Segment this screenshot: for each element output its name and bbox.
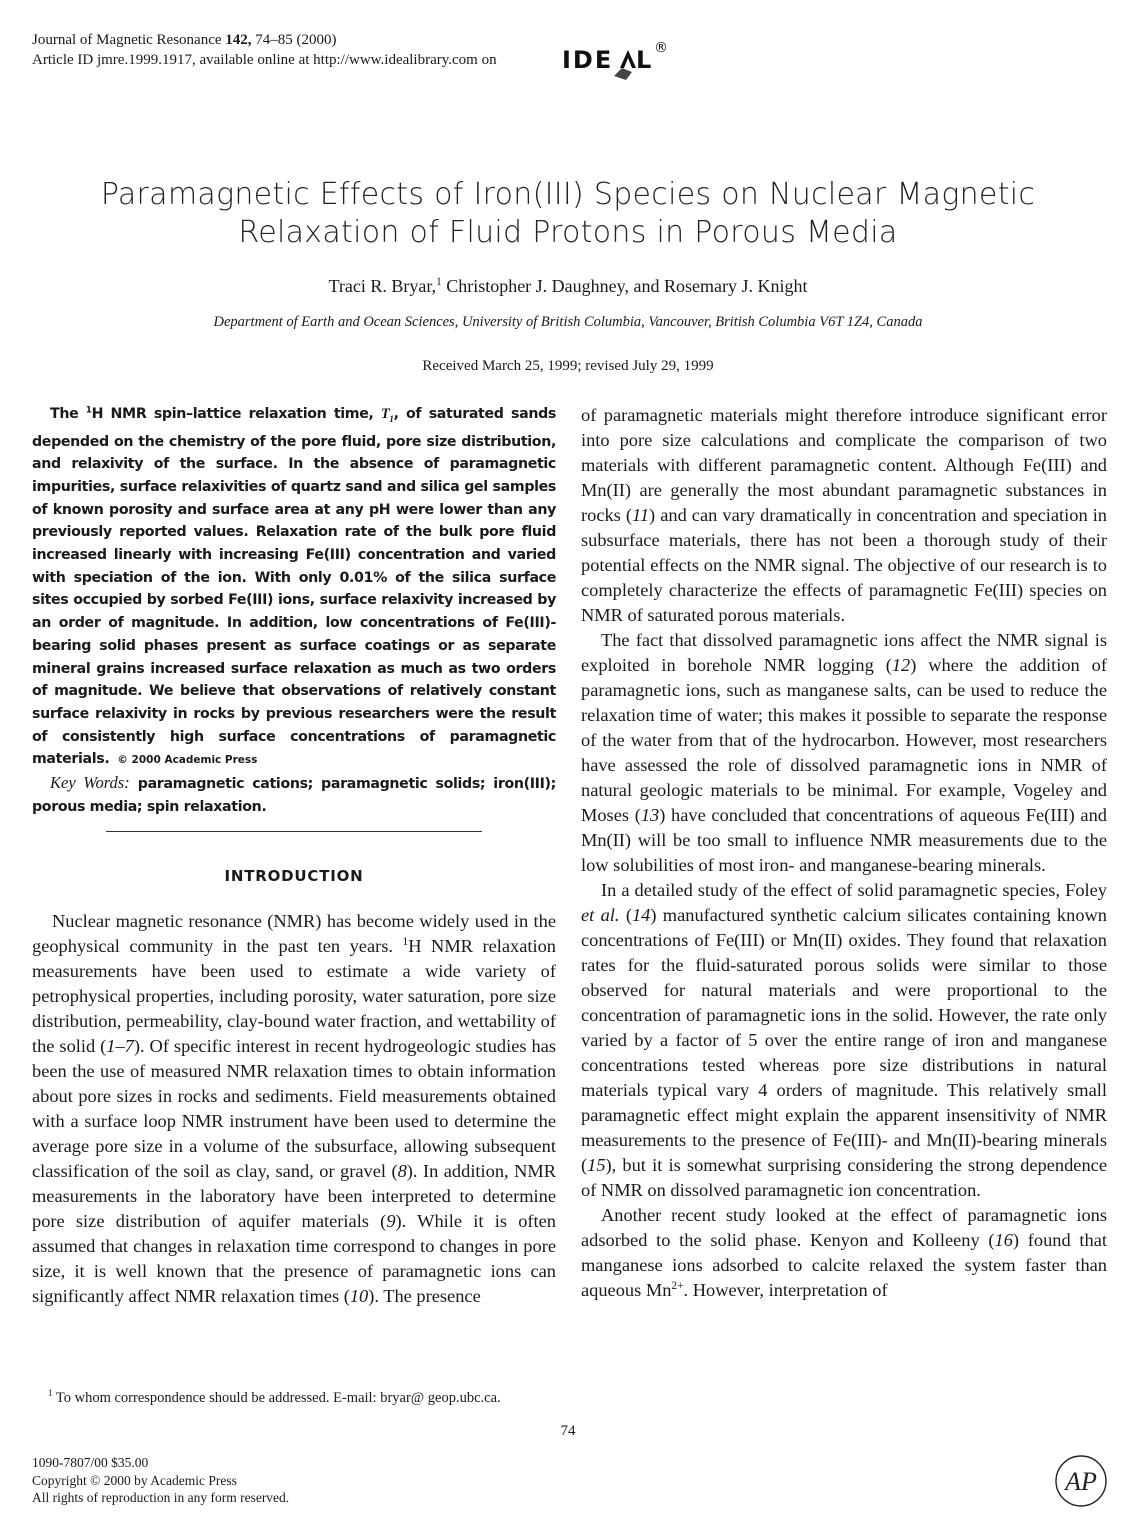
- svg-text:IDE: IDE: [562, 46, 614, 74]
- paragraph: Another recent study looked at the effect of paramagnetic ions adsorbed to the solid phase. Kenyon and Kolleeny (16) found that manganese ions adsorbed to calcite relaxed the system faster than aqueous $Mn^{2+}$. However, interpretation of: [581, 1205, 1107, 1300]
- title-line-2: Relaxation of Fluid Protons in Porous Media: [238, 215, 898, 250]
- paragraph: The fact that dissolved paramagnetic ions affect the NMR signal is exploited in borehole NMR logging (12) where the addition of paramagnetic ions, such as manganese salts, can be used to reduce the relaxation time of water; this makes it possible to separate the response of the water from that of the hydrocarbon. However, most researchers have assessed the role of dissolved paramagnetic ions in NMR of natural geologic materials to be minimal. For example, Vogeley and Moses (13) have concluded that concentrations of aqueous Fe(III) and Mn(II) will be too small to influence NMR measurements due to the low solubilities of most iron- and manganese-bearing minerals.: [581, 630, 1107, 875]
- registered-mark: ®: [654, 40, 668, 56]
- citation: 8: [397, 1161, 407, 1181]
- affiliation: Department of Earth and Ocean Sciences, University of British Columbia, Vancouver, British Columbia V6T 1Z4, Canada: [213, 314, 923, 330]
- citation: 12: [891, 655, 911, 675]
- rights-line: All rights of reproduction in any form reserved.: [32, 1490, 290, 1505]
- paragraph: Nuclear magnetic resonance (NMR) has become widely used in the geophysical community in the past ten years. $^1$H NMR relaxation measurements have been used to estimate a wide variety of petrophysical properties, including porosity, water saturation, pore size distribution, permeability, clay-bound water fraction, and wettability of the solid (1–7). Of specific interest in recent hydrogeologic studies has been the use of measured NMR relaxation times to obtain information about pore sizes in rocks and sediments. Field measurements obtained with a surface loop NMR instrument have been used to determine the average pore size in a volume of the subsurface, allowing subsequent classification of the soil as clay, sand, or gravel (8). In addition, NMR measurements in the laboratory have been interpreted to determine pore size distribution of aquifer materials (9). While it is often assumed that changes in relaxation time correspond to changes in pore size, it is well known that the presence of paramagnetic ions can significantly affect NMR relaxation times (10). The presence: [32, 911, 557, 1306]
- section-heading-introduction: INTRODUCTION: [224, 867, 364, 885]
- page-number: 74: [560, 1423, 576, 1439]
- citation: 16: [994, 1230, 1013, 1250]
- ideal-logo: [562, 38, 672, 86]
- abstract-body: , of saturated sands depended on the chemistry of the pore fluid, pore size distribution, and relaxivity of the surface. In the absence of paramagnetic impurities, surface relaxivities of quartz sand and silica gel samples of known porosity and surface area at any pH were lower than any previously reported values. Relaxation rate of the bulk pore fluid increased linearly with increasing Fe(III) concentration and varied with speciation of the ion. With only 0.01% of the silica surface sites occupied by sorbed Fe(III) ions, surface relaxivity increased by an order of magnitude. In addition, low concentrations of Fe(III)-bearing solid phases present as surface coatings or as separate mineral grains increased surface relaxation as much as two orders of magnitude. We believe that observations of relatively constant surface relaxivity in rocks by previous researchers were the result of consistently high surface concentrations of paramagnetic materials.: [32, 406, 556, 768]
- paragraph: In a detailed study of the effect of solid paramagnetic species, Foley et al. (14) manufactured synthetic calcium silicates containing known concentrations of Fe(III) or Mn(II) oxides. They found that relaxation rates for the fluid-saturated porous solids were similar to those observed for natural materials and were proportional to the concentration of paramagnetic ions in the solid. However, the rate only varied by a factor of 5 over the entire range of iron and manganese concentrations tested whereas pore size distributions in natural materials typical vary 4 orders of magnitude. This relatively small paramagnetic effect might explain the apparent insensitivity of NMR measurements to the presence of Fe(III)- and Mn(II)-bearing minerals (15), but it is somewhat surprising considering the strong dependence of NMR on dissolved paramagnetic ion concentration.: [581, 880, 1107, 1200]
- journal-header: [32, 30, 497, 70]
- svg-text:AP: AP: [1065, 1467, 1097, 1496]
- paper-title: [0, 176, 1136, 252]
- article-id-line: Article ID jmre.1999.1917, available online at http://www.idealibrary.com on: [32, 52, 497, 68]
- citation: 14: [631, 905, 651, 925]
- title-line-1: Paramagnetic Effects of Iron(III) Species on Nuclear Magnetic: [100, 177, 1036, 212]
- author-footnote-mark: 1: [436, 276, 442, 288]
- footnote: [32, 1388, 556, 1408]
- left-column-text: [32, 909, 556, 1309]
- citation: 10: [349, 1286, 369, 1306]
- abstract-copyright: © 2000 Academic Press: [117, 754, 258, 767]
- section-divider: [106, 831, 482, 832]
- authors: [0, 276, 1136, 297]
- received-dates: Received March 25, 1999; revised July 29, 1999: [422, 358, 714, 374]
- copyright-line: Copyright © 2000 by Academic Press: [32, 1472, 237, 1488]
- abstract: The $^1$H NMR spin–lattice relaxation time, $T_1$, of saturated sands depended on the chemistry of the pore fluid, pore size distribution, and relaxivity of the surface. In the absence of paramagnetic impurities, surface relaxivities of quartz sand and silica gel samples of known porosity and surface area at any pH were lower than any previously reported values. Relaxation rate of the bulk pore fluid increased linearly with increasing Fe(III) concentration and varied with speciation of the ion. With only 0.01% of the silica surface sites occupied by sorbed Fe(III) ions, surface relaxivity increased by an order of magnitude. In addition, low concentrations of Fe(III)-bearing solid phases present as surface coatings or as separate mineral grains increased surface relaxation as much as two orders of magnitude. We believe that observations of relatively constant surface relaxivity in rocks by previous researchers were the result of consistently high surface concentrations of paramagnetic materials. © 2000 Academic Press Key Words: paramagnetic cations; paramagnetic solids; iron(III); porous media; spin relaxation.: [32, 405, 556, 815]
- citation: 9: [386, 1211, 396, 1231]
- journal-volume: 142,: [225, 32, 252, 48]
- paragraph: of paramagnetic materials might therefore introduce significant error into pore size calculations and complicate the comparison of two materials with different paramagnetic content. Although Fe(III) and Mn(II) are generally the most abundant paramagnetic substances in rocks (11) and can vary dramatically in concentration and speciation in subsurface materials, there has not been a thorough study of their potential effects on the NMR signal. The objective of our research is to completely characterize the effects of paramagnetic Fe(III) species on NMR of saturated porous materials.: [581, 405, 1108, 625]
- footnote-text: To whom correspondence should be addressed. E-mail: bryar@ geop.ubc.ca.: [55, 1390, 501, 1406]
- keywords-label: Key Words:: [50, 773, 130, 793]
- t1-symbol: $T_1$: [380, 406, 394, 424]
- citation: 15: [587, 1155, 606, 1175]
- journal-citation: Journal of Magnetic Resonance 142, 74–85 (2000): [32, 32, 337, 48]
- right-column-text: [581, 403, 1107, 1303]
- svg-text:L: L: [636, 46, 652, 74]
- copyright-footer: [32, 1454, 289, 1507]
- issn-price: 1090-7807/00 $35.00: [32, 1455, 149, 1470]
- keywords: paramagnetic cations; paramagnetic solids; iron(III); porous media; spin relaxation.: [32, 776, 556, 815]
- other-authors: Christopher J. Daughney, and Rosemary J. Knight: [441, 276, 808, 296]
- citation: 1–7: [106, 1036, 134, 1056]
- author-1: Traci R. Bryar,: [328, 276, 437, 296]
- academic-press-logo: [1054, 1454, 1108, 1508]
- footnote-mark: 1: [48, 1388, 53, 1399]
- citation: 13: [640, 805, 660, 825]
- citation: 11: [632, 505, 650, 525]
